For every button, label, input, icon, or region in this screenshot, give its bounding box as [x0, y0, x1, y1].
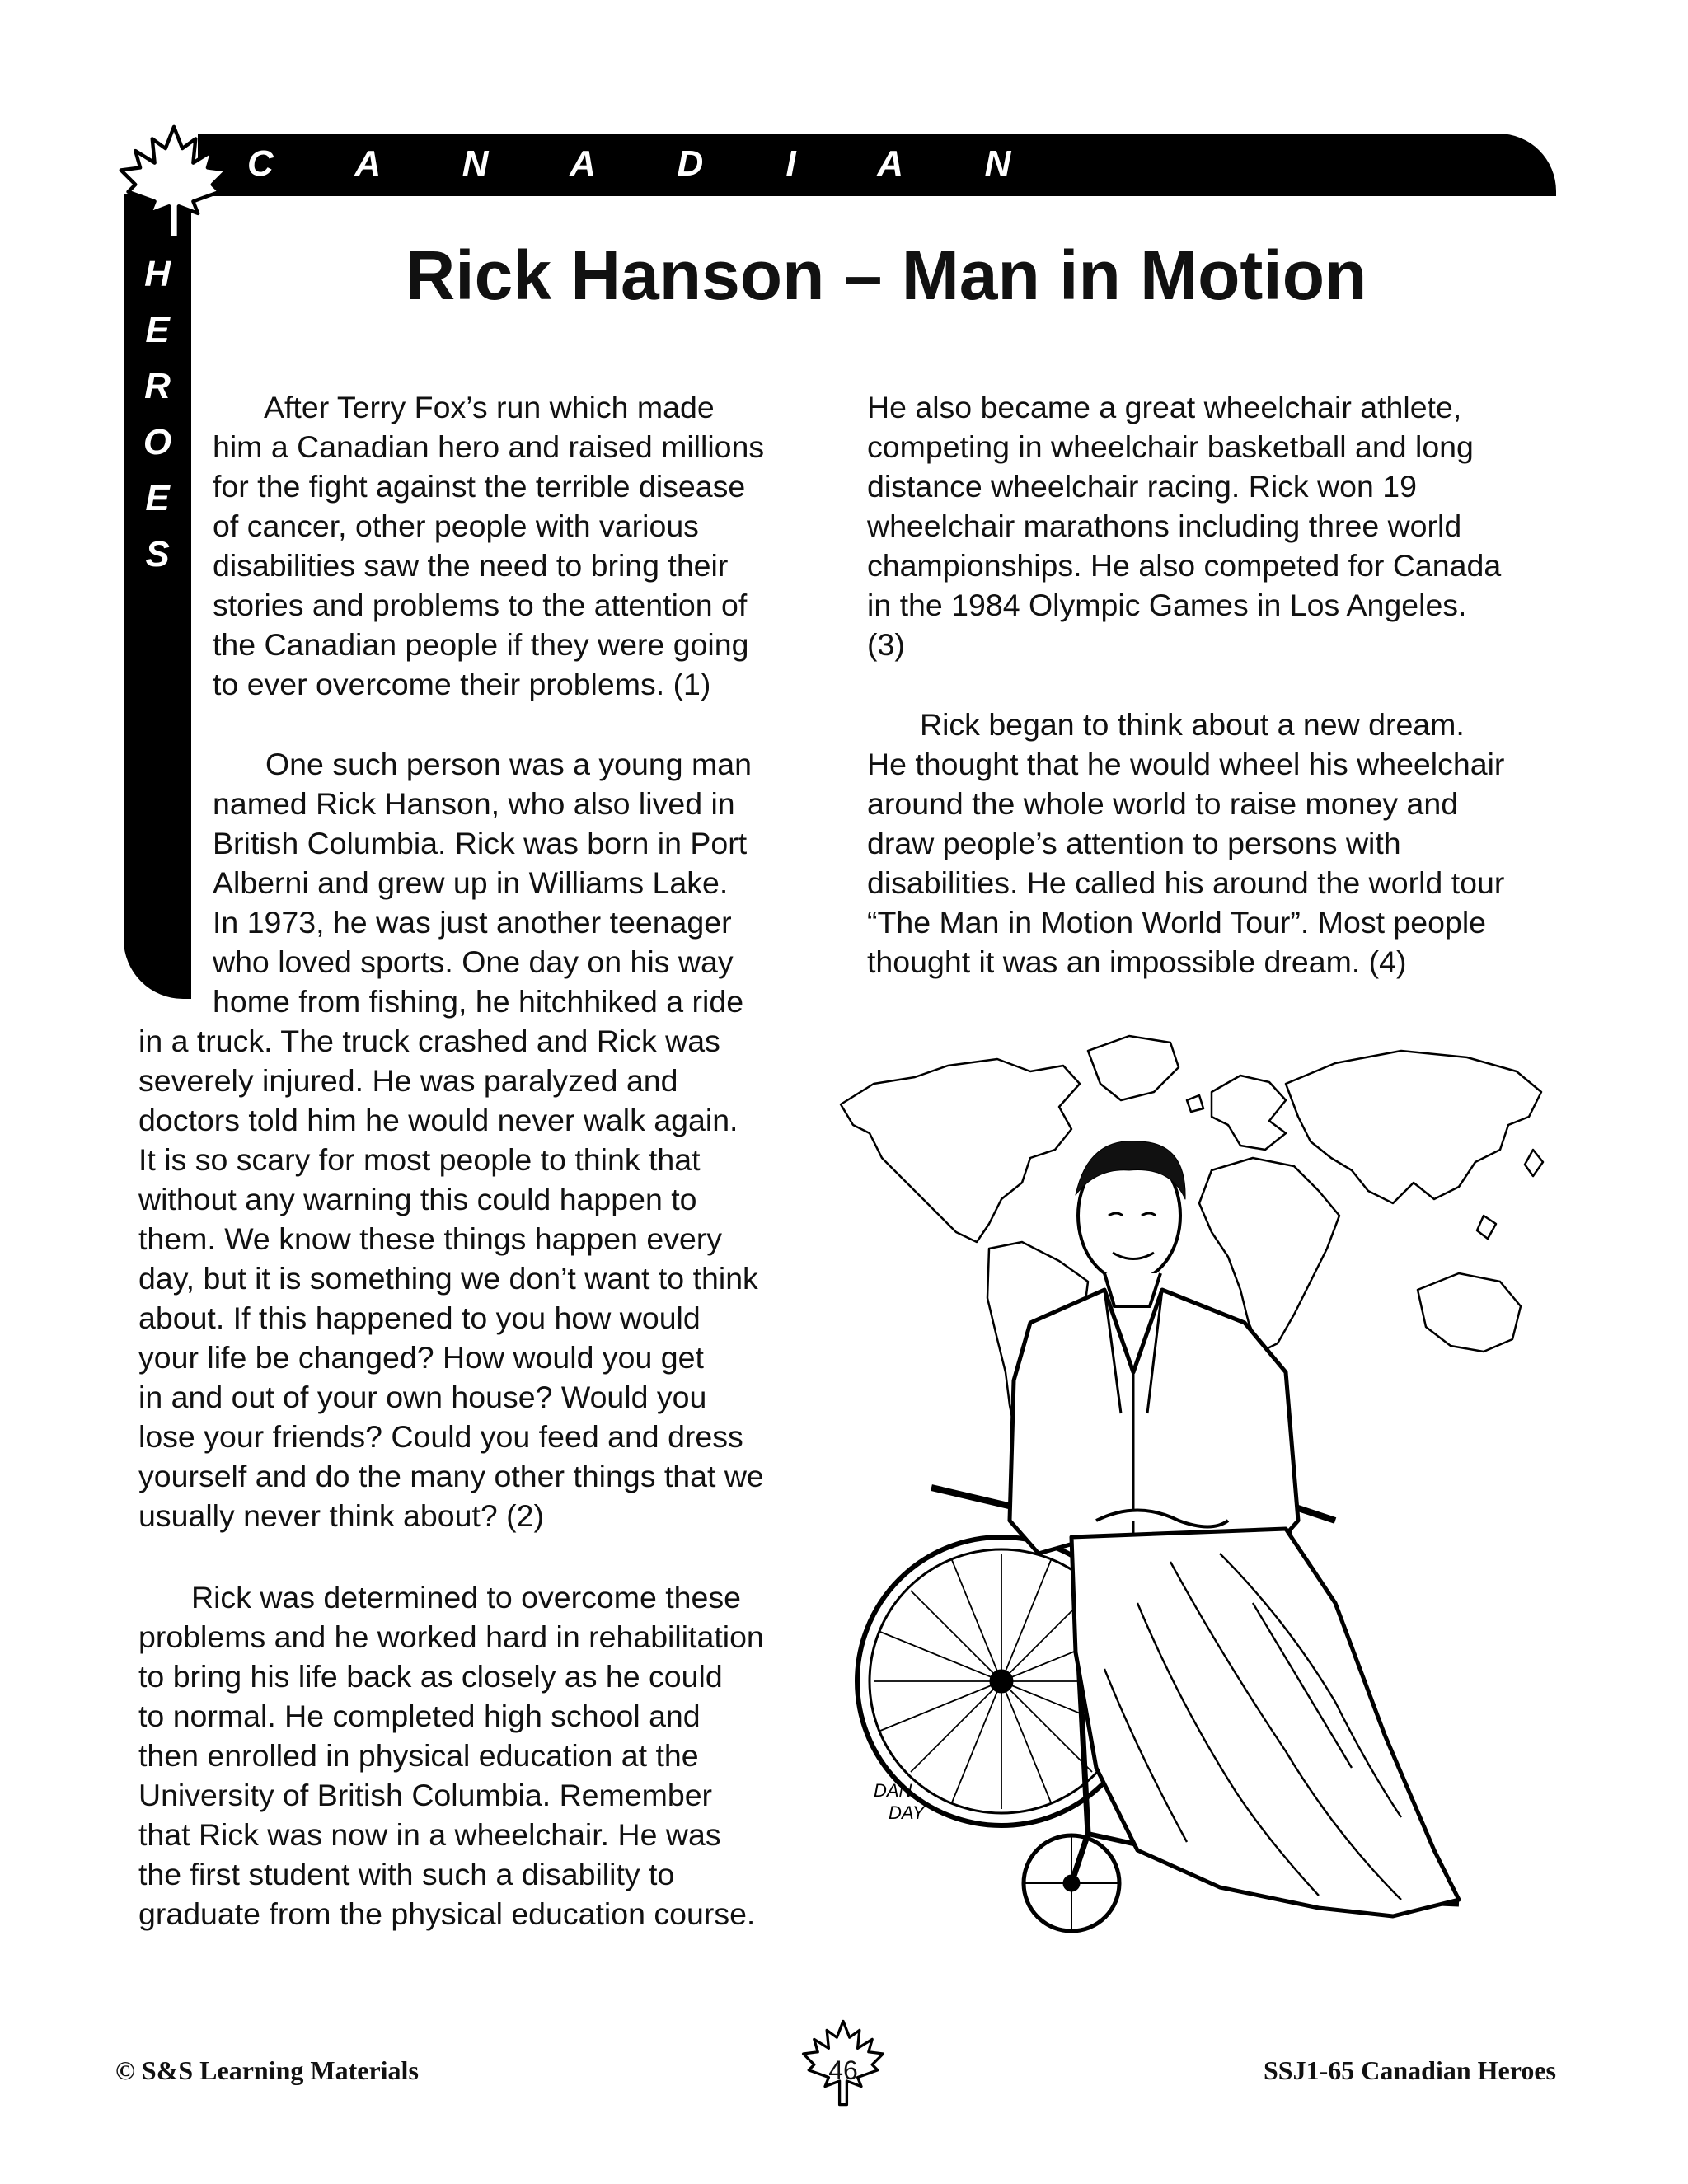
signature-line-2: DAY	[889, 1802, 925, 1823]
paragraph-4	[867, 387, 1501, 664]
text-line: After Terry Fox’s run which made	[264, 390, 715, 424]
text-line: the first student with such a disability to	[138, 1857, 675, 1891]
text-line: them. We know these things happen every	[138, 1221, 723, 1256]
text-line: in the 1984 Olympic Games in Los Angeles.	[867, 588, 1467, 622]
text-line: lose your friends? Could you feed and dress	[138, 1419, 743, 1454]
text-line: graduate from the physical education course.	[138, 1896, 756, 1931]
text-line: Rick was determined to overcome these	[191, 1580, 741, 1615]
text-line: He thought that he would wheel his wheelchair	[867, 747, 1505, 781]
text-line: (3)	[867, 627, 905, 662]
text-line: competing in wheelchair basketball and long	[867, 429, 1474, 464]
side-banner	[124, 194, 191, 999]
text-line: to ever overcome their problems. (1)	[213, 667, 711, 701]
wheelchair-illustration	[824, 1026, 1558, 1961]
text-line: In 1973, he was just another teenager	[213, 905, 732, 940]
paragraph-3	[138, 1577, 764, 1933]
man-figure	[1010, 1141, 1459, 1916]
paragraph-2	[213, 744, 752, 1021]
page-number: 46	[828, 2055, 858, 2085]
footer-series: SSJ1-65 Canadian Heroes	[1263, 2055, 1556, 2085]
text-line: University of British Columbia. Remember	[138, 1778, 713, 1812]
text-line: your life be changed? How would you get	[138, 1340, 704, 1375]
text-line: Alberni and grew up in Williams Lake.	[213, 865, 729, 900]
text-line: doctors told him he would never walk again.	[138, 1103, 738, 1137]
text-line: day, but it is something we don’t want to think	[138, 1261, 758, 1296]
paragraph-1	[213, 387, 764, 704]
side-letter: R	[144, 366, 171, 406]
text-line: distance wheelchair racing. Rick won 19	[867, 469, 1417, 504]
text-line: draw people’s attention to persons with	[867, 826, 1401, 860]
side-letter: E	[145, 478, 170, 518]
side-letter: O	[143, 422, 172, 462]
text-line: stories and problems to the attention of	[213, 588, 748, 622]
text-line: around the whole world to raise money and	[867, 786, 1459, 821]
text-line: yourself and do the many other things that we	[138, 1459, 764, 1493]
text-line: in a truck. The truck crashed and Rick was	[138, 1024, 720, 1058]
text-line: who loved sports. One day on his way	[213, 944, 734, 979]
side-letter: S	[145, 534, 170, 574]
text-line: severely injured. He was paralyzed and	[138, 1063, 678, 1098]
text-line: problems and he worked hard in rehabilitation	[138, 1619, 764, 1654]
side-letter: H	[144, 254, 171, 294]
text-line: One such person was a young man	[265, 747, 752, 781]
text-line: usually never think about? (2)	[138, 1498, 544, 1533]
text-line: to bring his life back as closely as he could	[138, 1659, 723, 1694]
text-line: that Rick was now in a wheelchair. He was	[138, 1817, 721, 1852]
text-line: championships. He also competed for Canada	[867, 548, 1502, 583]
text-line: of cancer, other people with various	[213, 509, 699, 543]
text-line: disabilities. He called his around the world tour	[867, 865, 1505, 900]
text-line: “The Man in Motion World Tour”. Most people	[867, 905, 1487, 940]
text-line: named Rick Hanson, who also lived in	[213, 786, 735, 821]
footer-copyright: © S&S Learning Materials	[115, 2055, 419, 2085]
side-letter: E	[145, 310, 170, 350]
text-line: wheelchair marathons including three world	[867, 509, 1462, 543]
text-line: British Columbia. Rick was born in Port	[213, 826, 748, 860]
text-line: the Canadian people if they were going	[213, 627, 749, 662]
text-line: He also became a great wheelchair athlete,	[867, 390, 1462, 424]
text-line: then enrolled in physical education at the	[138, 1738, 699, 1773]
text-line: him a Canadian hero and raised millions	[213, 429, 765, 464]
signature-line-1: DAN	[874, 1780, 912, 1801]
paragraph-2-continued	[138, 1021, 764, 1535]
page-title: Rick Hanson – Man in Motion	[405, 237, 1367, 314]
text-line: Rick began to think about a new dream.	[920, 707, 1465, 742]
text-line: thought it was an impossible dream. (4)	[867, 944, 1407, 979]
banner-label: C A N A D I A N	[247, 143, 1048, 184]
header-banner	[198, 134, 1556, 196]
text-line: about. If this happened to you how would	[138, 1301, 701, 1335]
text-line: in and out of your own house? Would you	[138, 1380, 707, 1414]
text-line: It is so scary for most people to think that	[138, 1142, 701, 1177]
text-line: to normal. He completed high school and	[138, 1699, 701, 1733]
maple-leaf-icon	[114, 122, 234, 242]
text-line: disabilities saw the need to bring their	[213, 548, 729, 583]
paragraph-5	[867, 705, 1504, 982]
text-line: for the fight against the terrible disease	[213, 469, 746, 504]
text-line: without any warning this could happen to	[138, 1182, 697, 1216]
text-line: home from fishing, he hitchhiked a ride	[213, 984, 744, 1019]
